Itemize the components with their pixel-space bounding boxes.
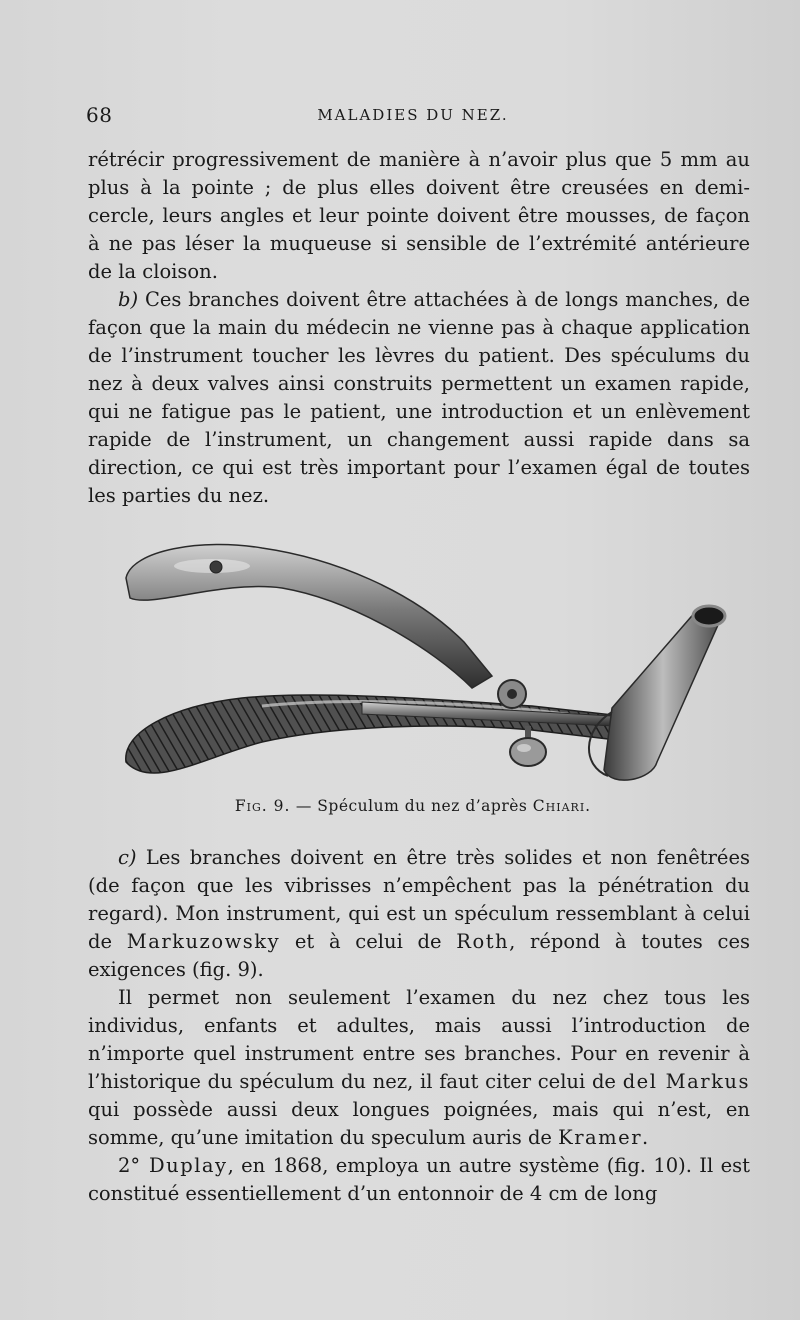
paragraph-5	[88, 1152, 750, 1208]
running-title: MALADIES DU NEZ.	[317, 106, 509, 124]
paragraph-3	[88, 844, 750, 984]
author-duplay: Duplay	[140, 1154, 228, 1177]
paragraph-4	[88, 984, 750, 1152]
paragraph-4-text-a: Il permet non seulement l’examen du nez chez tous les individus, enfants et adultes, mais aussi l’introduction de n’importe quel instrument entre ses branches. Pour en revenir à l’historique du spéculum du nez, il faut citer celui de	[88, 986, 750, 1093]
paragraph-4-text-b: qui possède aussi deux longues poignées, mais qui n’est, en somme, qu’une imitation du speculum auris de	[88, 1098, 750, 1149]
paragraph-5-text: , en 1868, employa un autre système (fig. 10). Il est constitué essentiellement d’un entonnoir de 4 cm de long	[88, 1154, 750, 1205]
paragraph-3-text-c: , répond à toutes ces exigences (fig. 9).	[88, 930, 750, 981]
author-kramer: Kramer	[558, 1126, 643, 1149]
item-number-2: 2°	[118, 1154, 141, 1177]
paragraph-1: rétrécir progressivement de manière à n’avoir plus que 5 mm au plus à la pointe ; de plus elles doivent être creusées en demi-cercle, leurs angles et leur pointe doivent être mousses, de façon à ne pas léser la muqueuse si sensible de l’extrémité antérieure de la cloison.	[88, 148, 750, 283]
text-block-top	[88, 146, 750, 510]
figure-caption	[0, 797, 800, 815]
page-number: 68	[86, 103, 113, 127]
text-block-bottom	[88, 844, 750, 1208]
caption-fig-label: Fig. 9.	[234, 797, 291, 815]
caption-text: — Spéculum du nez d’après	[290, 797, 533, 815]
list-marker-b: b)	[118, 288, 139, 311]
figure-9	[112, 530, 742, 795]
paragraph-2	[88, 286, 750, 510]
paragraph-2-text: Ces branches doivent être attachées à de longs manches, de façon que la main du médecin ne vienne pas à chaque application de l’instrument toucher les lèvres du patient. Des spéculums du nez à deux valves ainsi construits permettent un examen rapide, qui ne fatigue pas le patient, une introduction et un enlèvement rapide de l’instrument, un changement aussi rapide dans sa direction, ce qui est très important pour l’examen égal de toutes les parties du nez.	[88, 288, 750, 507]
author-roth: Roth	[456, 930, 510, 953]
author-markuzowsky: Markuzowsky	[126, 930, 281, 953]
nasal-speculum-illustration-icon	[112, 530, 742, 795]
list-marker-c: c)	[118, 846, 137, 869]
paragraph-3-text-a: Les branches doivent en être très solides et non fenêtrées (de façon que les vibrisses n’empêchent pas la pénétration du regard). Mon instrument, qui est un spéculum ressemblant à celui de	[88, 846, 750, 953]
paragraph-4-text-c: .	[642, 1126, 649, 1149]
paragraph-3-text-b: et à celui de	[280, 930, 457, 953]
caption-author: Chiari.	[532, 797, 592, 815]
author-del-markus: del Markus	[622, 1070, 750, 1093]
